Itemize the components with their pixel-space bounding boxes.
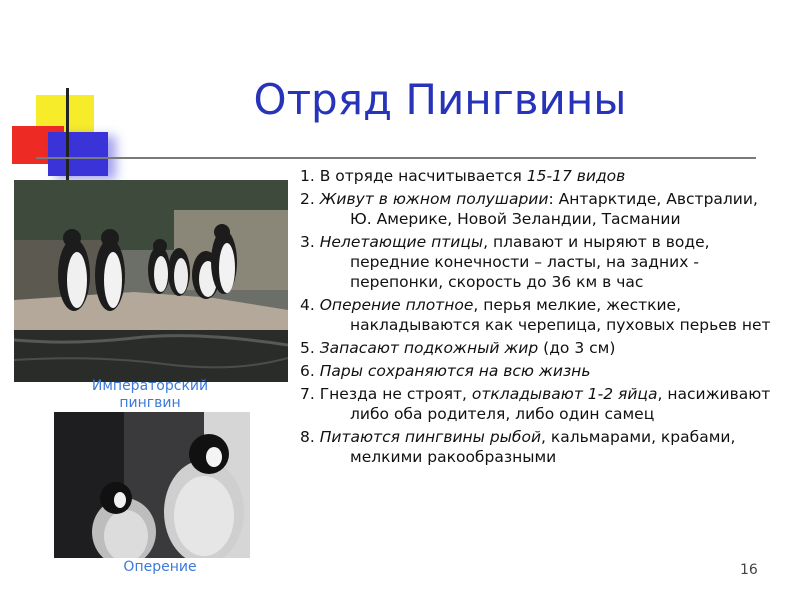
penguin-chicks-photo <box>54 412 250 558</box>
highlight-text: 15-17 видов <box>526 167 626 185</box>
highlight-text: Живут в южном полушарии <box>319 190 549 208</box>
title-divider-line <box>36 157 756 159</box>
facts-list <box>300 166 780 470</box>
list-item: 3. Нелетающие птицы, плавают и ныряют в воде, передние конечности – ласты, на задних - перепонки, скорость до 36 км в час <box>300 233 710 291</box>
decor-vertical-line <box>66 88 69 180</box>
page-number: 16 <box>740 562 758 578</box>
highlight-text: Пары сохраняются на всю жизнь <box>319 362 591 380</box>
top-photo-caption: Императорский пингвин <box>91 378 209 411</box>
highlight-text: Запасают подкожный жир <box>319 339 539 357</box>
list-item: 7. Гнезда не строят, откладывают 1-2 яйца, насиживают либо оба родителя, либо один самец <box>300 385 771 423</box>
highlight-text: Нелетающие птицы <box>319 233 484 251</box>
list-item: 5. Запасают подкожный жир (до 3 см) <box>300 339 616 357</box>
list-item: 8. Питаются пингвины рыбой, кальмарами, крабами, мелкими ракообразными <box>300 428 736 466</box>
highlight-text: Питаются пингвины рыбой <box>319 428 542 446</box>
list-item: 4. Оперение плотное, перья мелкие, жесткие, накладываются как черепица, пуховых перьев нет <box>300 296 771 334</box>
list-item: 1. В отряде насчитывается 15-17 видов <box>300 167 626 185</box>
list-item: 2. Живут в южном полушарии: Антарктиде, Австралии, Ю. Америке, Новой Зеландии, Тасмании <box>300 190 758 228</box>
highlight-text: Оперение плотное <box>319 296 474 314</box>
penguins-on-rocks-photo <box>14 180 288 382</box>
highlight-text: откладывают 1-2 яйца <box>471 385 658 403</box>
list-item: 6. Пары сохраняются на всю жизнь <box>300 362 591 380</box>
decor-blue-square <box>48 132 108 176</box>
slide-title: Отряд Пингвины <box>253 75 627 124</box>
bottom-photo-caption: Оперение <box>123 559 197 575</box>
